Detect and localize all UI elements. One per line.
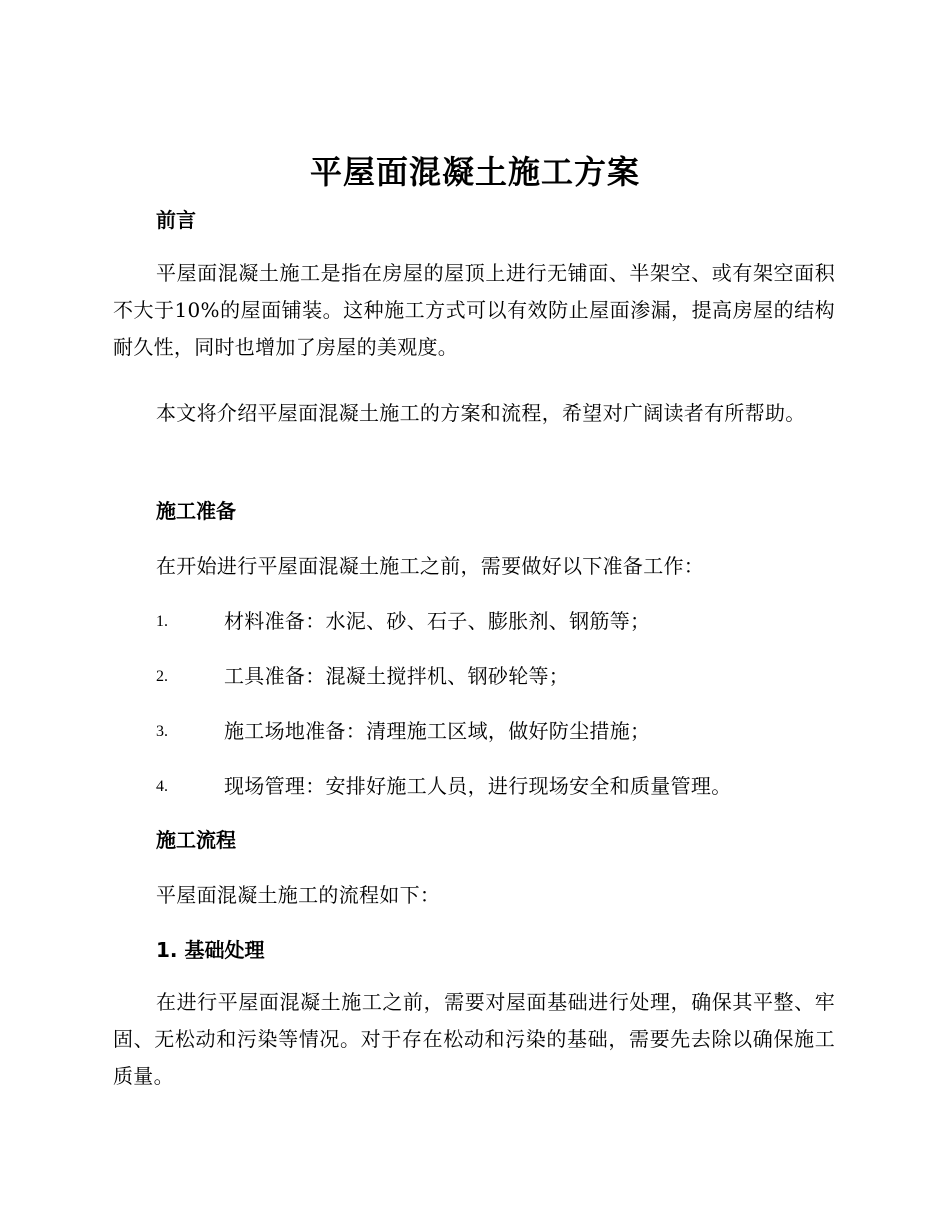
list-item [156, 771, 856, 801]
list-item [156, 606, 856, 636]
list-item-number: 3. [156, 723, 168, 740]
preface-paragraph-1: 平屋面混凝土施工是指在房屋的屋顶上进行无铺面、半架空、或有架空面积不大于10%的屋面铺装。这种施工方式可以有效防止屋面渗漏，提高房屋的结构耐久性，同时也增加了房屋的美观度。 [113, 261, 835, 359]
list-item-text: 材料准备：水泥、砂、石子、膨胀剂、钢筋等； [224, 609, 651, 633]
section-heading-preface: 前言 [156, 208, 196, 232]
list-item-number: 4. [156, 778, 168, 795]
subsection-heading-foundation: 1. 基础处理 [156, 938, 265, 962]
list-item-number: 2. [156, 668, 168, 685]
list-item-text: 施工场地准备：清理施工区域，做好防尘措施； [224, 719, 651, 743]
document-title: 平屋面混凝土施工方案 [309, 153, 640, 191]
list-item [156, 716, 856, 746]
preparation-intro: 在开始进行平屋面混凝土施工之前，需要做好以下准备工作： [156, 554, 705, 578]
list-item-text: 工具准备：混凝土搅拌机、钢砂轮等； [224, 664, 570, 688]
preface-paragraph-2: 本文将介绍平屋面混凝土施工的方案和流程，希望对广阔读者有所帮助。 [156, 401, 806, 425]
section-heading-process: 施工流程 [156, 828, 236, 852]
foundation-paragraph: 在进行平屋面混凝土施工之前，需要对屋面基础进行处理，确保其平整、牢固、无松动和污染等情况。对于存在松动和污染的基础，需要先去除以确保施工质量。 [113, 990, 835, 1088]
list-item-text: 现场管理：安排好施工人员，进行现场安全和质量管理。 [224, 774, 732, 798]
process-intro: 平屋面混凝土施工的流程如下： [156, 883, 441, 907]
list-item-number: 1. [156, 613, 168, 630]
list-item [156, 661, 856, 691]
section-heading-preparation: 施工准备 [156, 499, 236, 523]
